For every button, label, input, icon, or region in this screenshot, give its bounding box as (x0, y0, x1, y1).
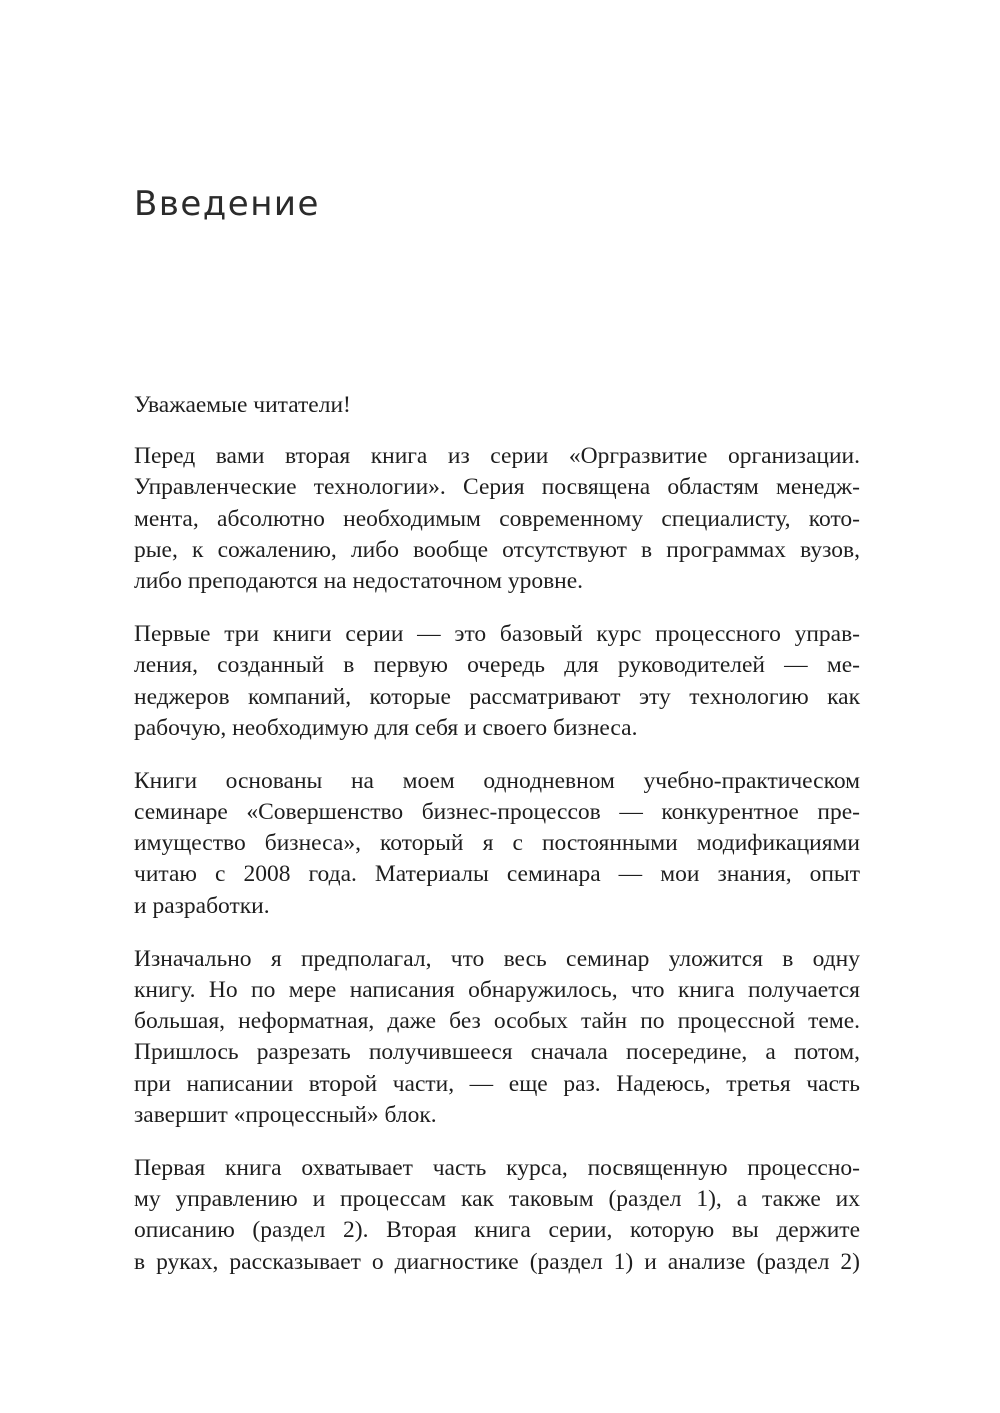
paragraph-line: му управлению и процессам как таковым (раздел 1), а также их (134, 1186, 860, 1213)
paragraph-line: Книги основаны на моем однодневном учебно-практическом (134, 767, 860, 794)
paragraph-line: большая, неформатная, даже без особых тайн по процессной теме. (134, 1008, 860, 1035)
paragraph-line: либо преподаются на недостаточном уровне. (134, 567, 584, 594)
paragraph-5 (134, 1153, 860, 1278)
paragraph-line: описанию (раздел 2). Вторая книга серии, которую вы держите (134, 1217, 860, 1244)
paragraph-2 (134, 619, 860, 744)
paragraph-line: Пришлось разрезать получившееся сначала посередине, а потом, (134, 1039, 860, 1066)
paragraph-line: Перед вами вторая книга из серии «Оргразвитие организации. (134, 443, 860, 470)
chapter-title: Введение (134, 184, 320, 224)
greeting (134, 390, 860, 421)
paragraph-line: имущество бизнеса», который я с постоянными модификациями (134, 830, 860, 857)
paragraph-line: Первые три книги серии — это базовый курс процессного управ- (134, 621, 860, 648)
chapter-body (134, 390, 860, 1300)
paragraph-line: ления, созданный в первую очередь для руководителей — ме- (134, 652, 860, 679)
paragraph-line: Управленческие технологии». Серия посвящена областям менедж- (134, 474, 860, 501)
greeting-line: Уважаемые читатели! (134, 392, 351, 418)
paragraph-line: в руках, рассказывает о диагностике (раздел 1) и анализе (раздел 2) (134, 1248, 860, 1275)
paragraph-line: при написании второй части, — еще раз. Надеюсь, третья часть (134, 1070, 860, 1097)
paragraph-line: семинаре «Совершенство бизнес-процессов — конкурентное пре- (134, 799, 860, 826)
paragraph-4 (134, 944, 860, 1131)
paragraph-1 (134, 441, 860, 597)
paragraph-line: неджеров компаний, которые рассматривают эту технологию как (134, 683, 860, 710)
paragraph-line: завершит «процессный» блок. (134, 1101, 437, 1128)
paragraph-line: Изначально я предполагал, что весь семинар уложится в одну (134, 945, 860, 972)
paragraph-3 (134, 766, 860, 922)
paragraph-line: Первая книга охватывает часть курса, посвященную процессно- (134, 1154, 860, 1181)
paragraph-line: рабочую, необходимую для себя и своего бизнеса. (134, 714, 638, 741)
paragraph-line: и разработки. (134, 892, 270, 919)
paragraph-line: рые, к сожалению, либо вообще отсутствуют в программах вузов, (134, 536, 860, 563)
paragraph-line: книгу. Но по мере написания обнаружилось, что книга получается (134, 977, 860, 1003)
paragraph-line: читаю с 2008 года. Материалы семинара — мои знания, опыт (134, 861, 860, 888)
paragraph-line: мента, абсолютно необходимым современному специалисту, кото- (134, 505, 860, 532)
